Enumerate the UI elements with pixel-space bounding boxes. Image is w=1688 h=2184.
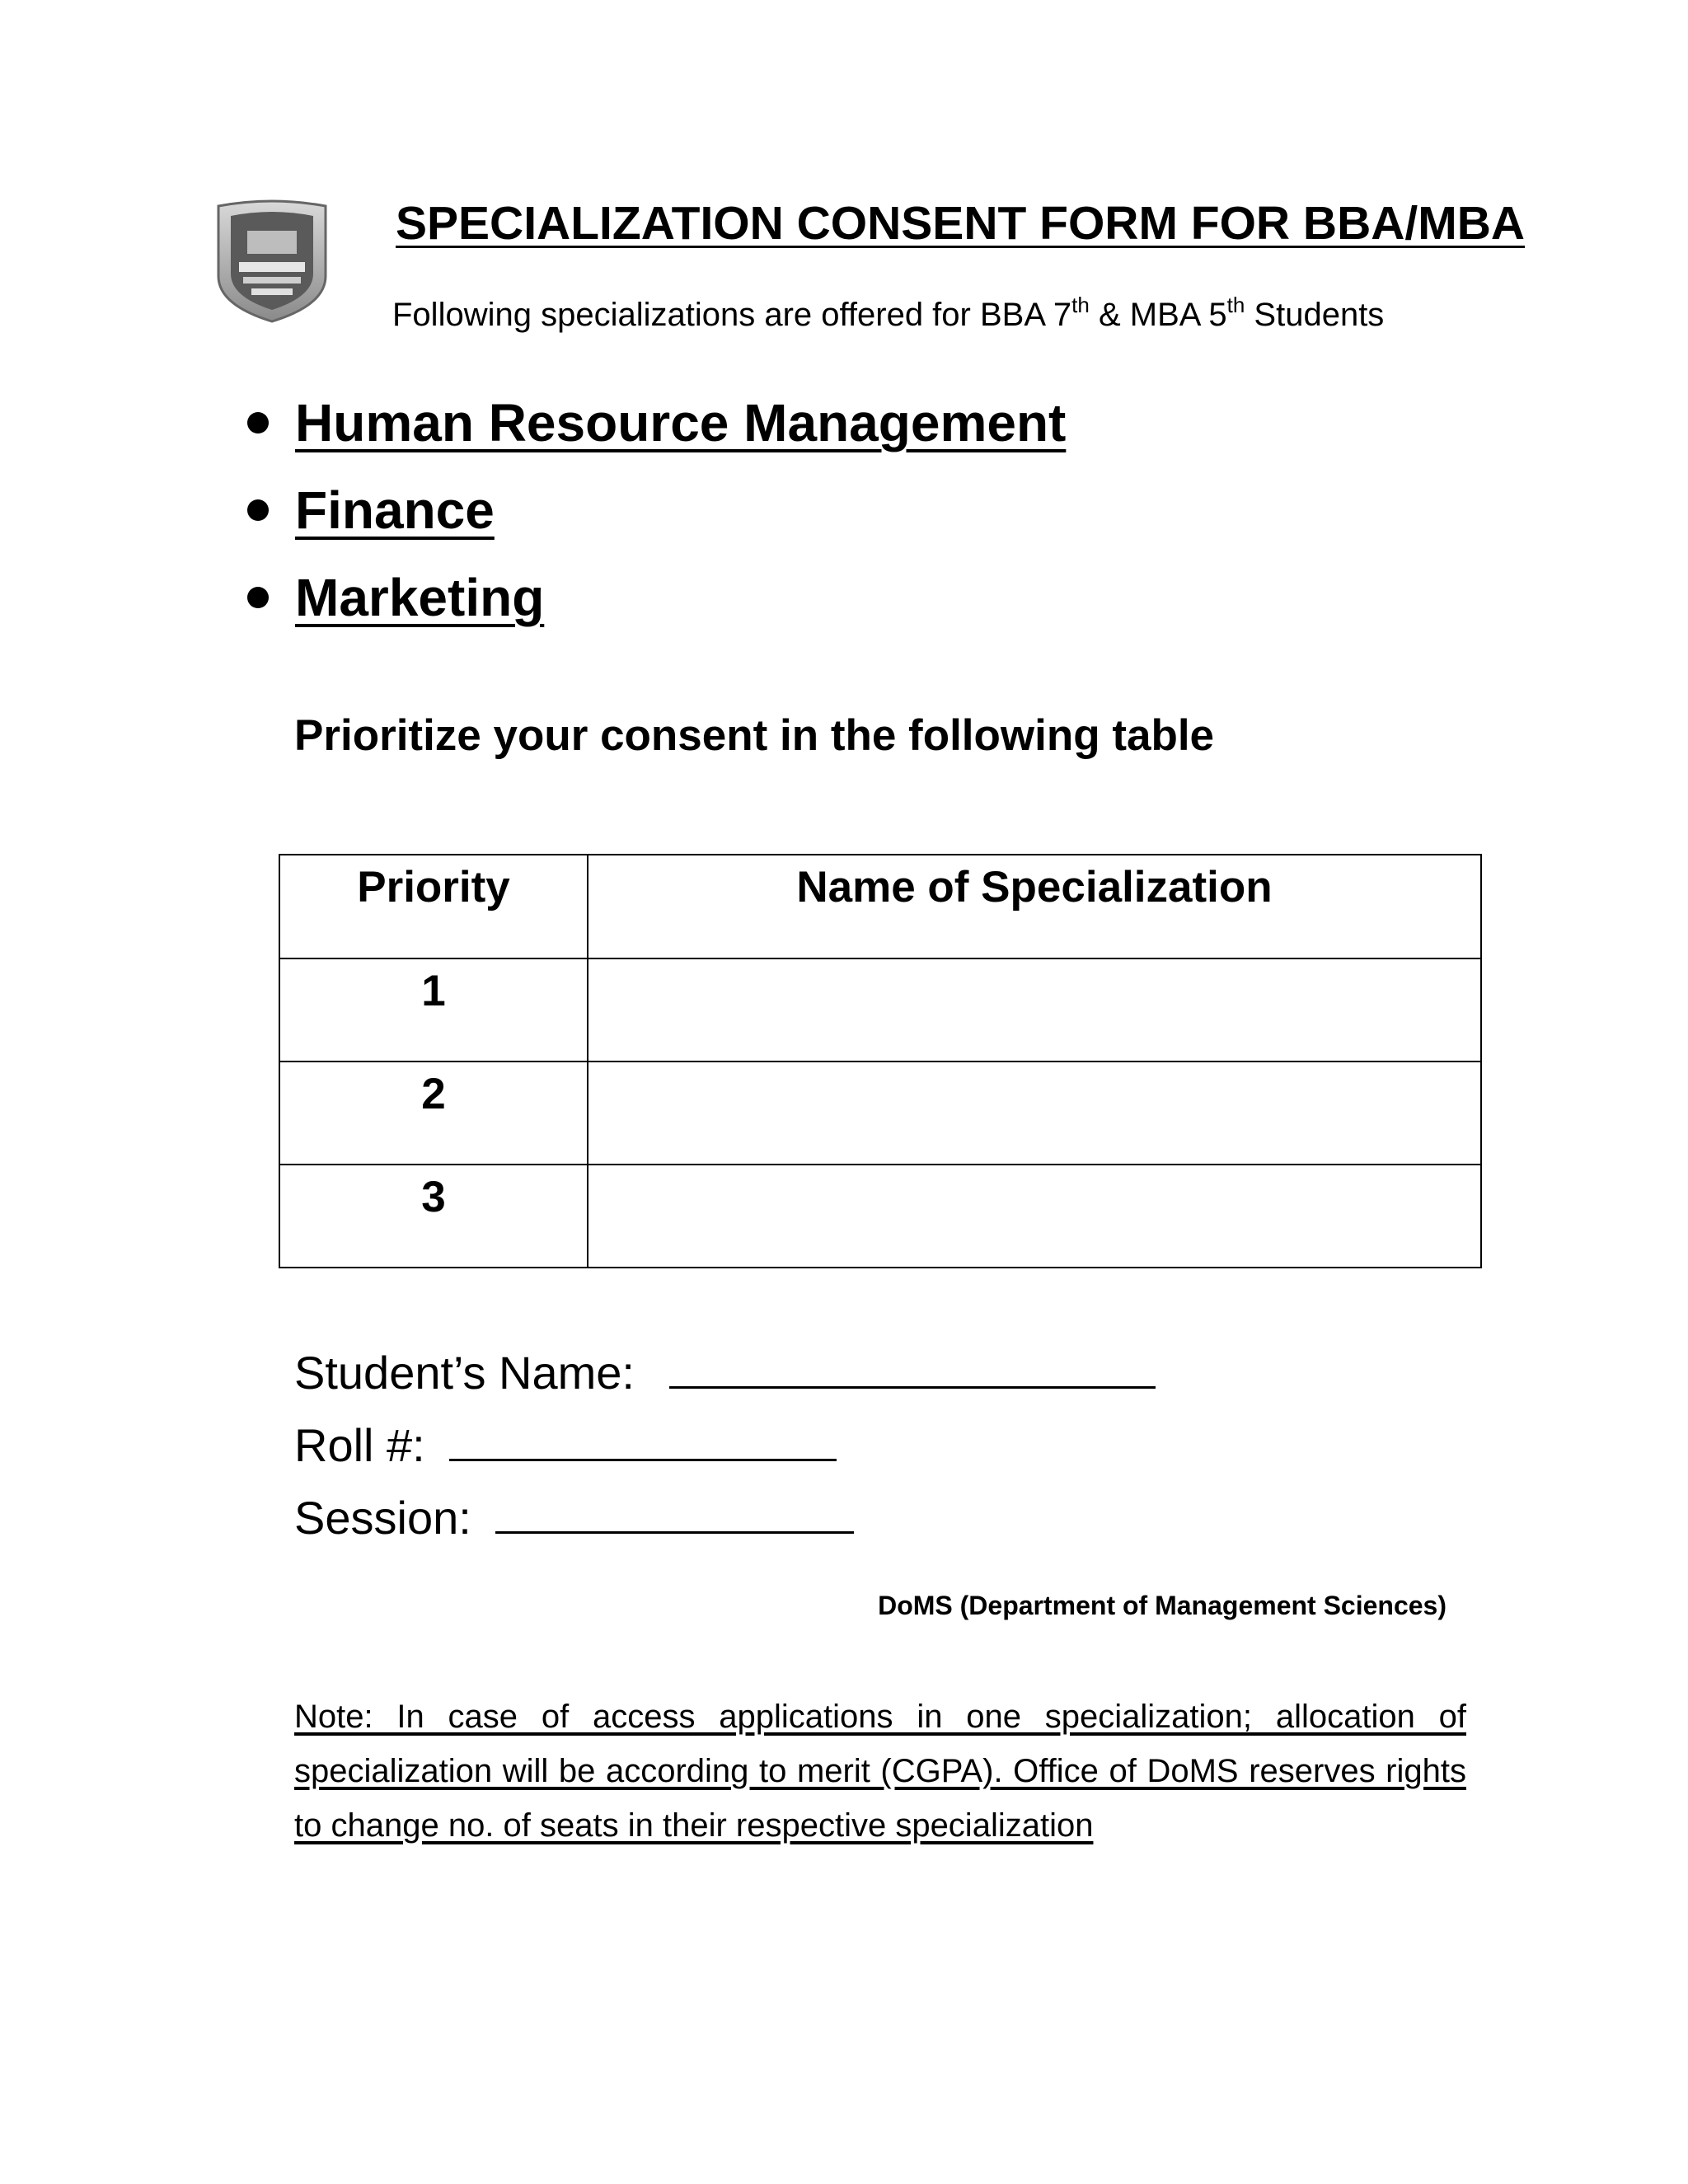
bullet-icon [247, 499, 269, 521]
specialization-list [247, 379, 1066, 641]
bullet-icon [247, 412, 269, 434]
priority-cell: 2 [279, 1062, 588, 1165]
specialization-cell[interactable] [588, 958, 1481, 1062]
student-info-fields [294, 1337, 1156, 1554]
department-label: DoMS (Department of Management Sciences) [878, 1591, 1447, 1620]
priority-cell: 1 [279, 958, 588, 1062]
form-subtitle: Following specializations are offered for BBA 7th & MBA 5th Students [392, 293, 1385, 333]
session-field[interactable] [495, 1493, 854, 1534]
roll-number-label: Roll #: [294, 1419, 425, 1471]
student-name-row [294, 1337, 1156, 1409]
priority-cell: 3 [279, 1165, 588, 1268]
student-name-field[interactable] [669, 1348, 1156, 1389]
list-item [247, 554, 1066, 641]
column-header-priority: Priority [279, 855, 588, 958]
table-row [279, 1165, 1481, 1268]
form-title: SPECIALIZATION CONSENT FORM FOR BBA/MBA [396, 197, 1526, 250]
bullet-icon [247, 587, 269, 608]
roll-number-row [294, 1409, 1156, 1482]
specialization-cell[interactable] [588, 1165, 1481, 1268]
list-item [247, 466, 1066, 554]
roll-number-field[interactable] [449, 1421, 837, 1461]
specialization-label: Finance [295, 480, 495, 540]
list-item [247, 379, 1066, 466]
specialization-label: Human Resource Management [295, 393, 1067, 452]
note-text: Note: In case of access applications in one specialization; allocation of specialization will be according to merit (CGPA). Office of DoMS reserves rights to change no. of seats in their respective specialization [294, 1699, 1466, 1844]
table-row [279, 958, 1481, 1062]
specialization-label: Marketing [295, 568, 545, 627]
priority-table [279, 854, 1482, 1268]
specialization-cell[interactable] [588, 1062, 1481, 1165]
university-logo [202, 198, 342, 338]
table-row [279, 1062, 1481, 1165]
session-row [294, 1482, 1156, 1554]
table-header-row [279, 855, 1481, 958]
prioritize-heading: Prioritize your consent in the following table [294, 711, 1215, 760]
column-header-specialization: Name of Specialization [588, 855, 1481, 958]
session-label: Session: [294, 1492, 471, 1544]
student-name-label: Student’s Name: [294, 1347, 635, 1399]
